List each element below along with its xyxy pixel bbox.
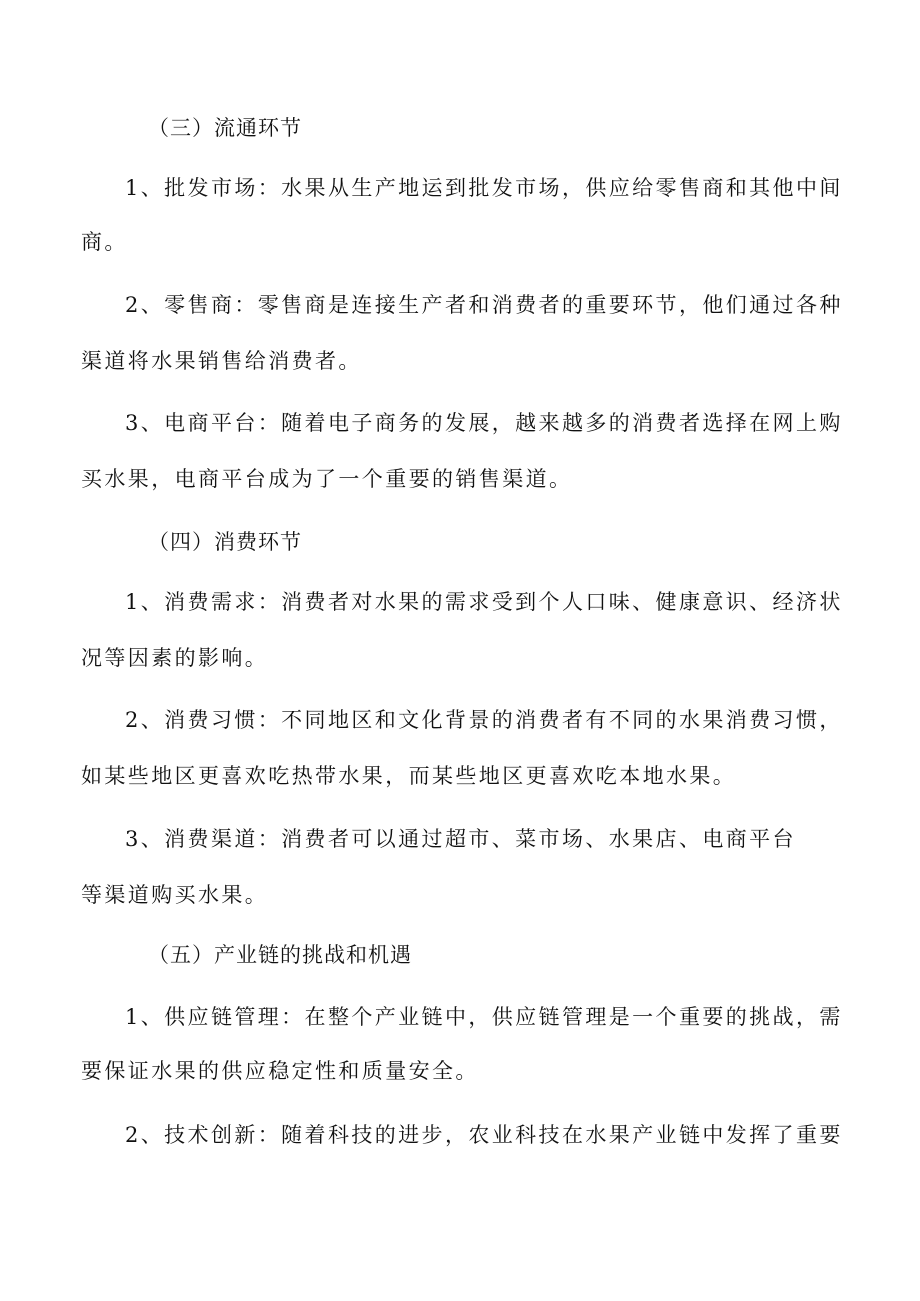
paragraph-line: 2、零售商：零售商是连接生产者和消费者的重要环节，他们通过各种 xyxy=(125,293,843,317)
paragraph-line: 3、消费渠道：消费者可以通过超市、菜市场、水果店、电商平台 xyxy=(125,827,796,851)
paragraph-line: 1、批发市场：水果从生产地运到批发市场，供应给零售商和其他中间 xyxy=(125,176,843,200)
paragraph-line: 等渠道购买水果。 xyxy=(81,883,269,907)
paragraph-line: 况等因素的影响。 xyxy=(81,646,269,670)
paragraph-line: 1、消费需求：消费者对水果的需求受到个人口味、健康意识、经济状 xyxy=(125,590,843,614)
section-heading-consumption: （四）消费环节 xyxy=(148,530,302,554)
paragraph-line: 要保证水果的供应稳定性和质量安全。 xyxy=(81,1059,479,1083)
paragraph-line: 2、技术创新：随着科技的进步，农业科技在水果产业链中发挥了重要 xyxy=(125,1123,843,1147)
section-heading-circulation: （三）流通环节 xyxy=(148,116,302,140)
paragraph-line: 如某些地区更喜欢吃热带水果，而某些地区更喜欢吃本地水果。 xyxy=(81,764,737,788)
paragraph-line: 买水果，电商平台成为了一个重要的销售渠道。 xyxy=(81,467,573,491)
paragraph-line: 3、电商平台：随着电子商务的发展，越来越多的消费者选择在网上购 xyxy=(125,411,843,435)
section-heading-challenges: （五）产业链的挑战和机遇 xyxy=(148,943,412,967)
paragraph-line: 商。 xyxy=(81,230,128,254)
paragraph-line: 2、消费习惯：不同地区和文化背景的消费者有不同的水果消费习惯， xyxy=(125,708,843,732)
paragraph-line: 1、供应链管理：在整个产业链中，供应链管理是一个重要的挑战，需 xyxy=(125,1005,843,1029)
paragraph-line: 渠道将水果销售给消费者。 xyxy=(81,349,362,373)
